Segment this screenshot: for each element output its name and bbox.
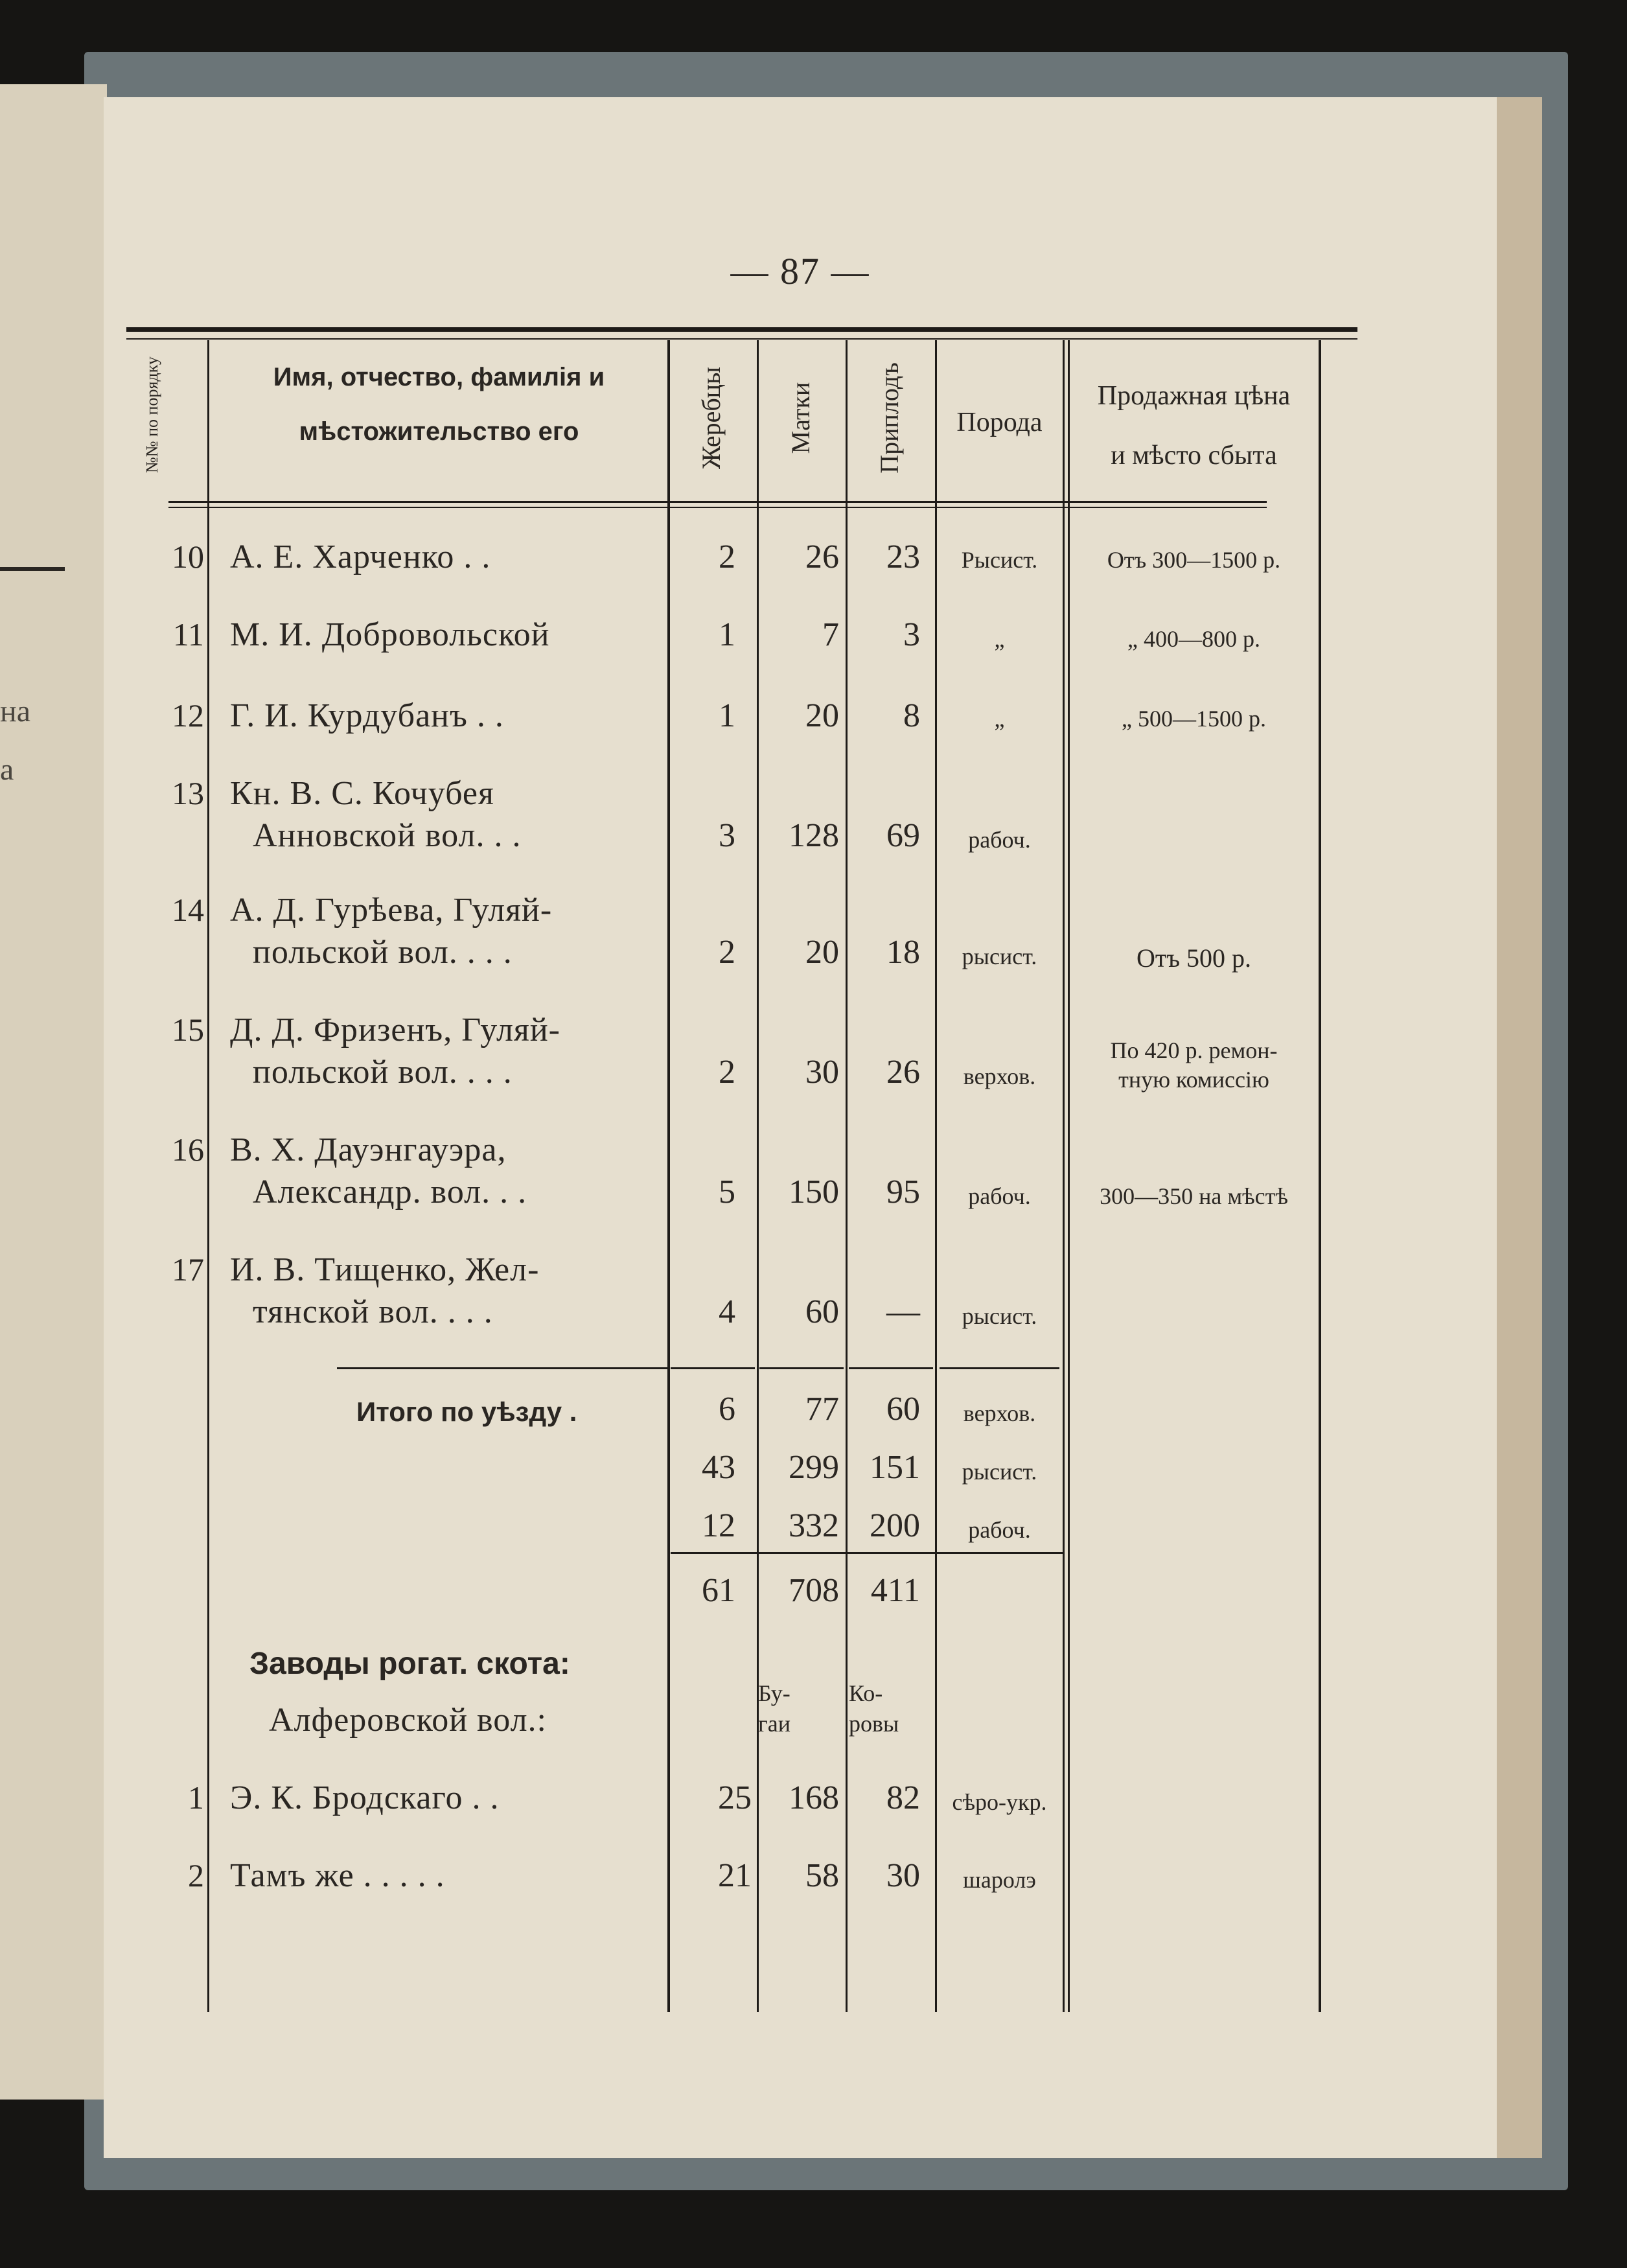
- row-bulls: 25: [718, 1779, 752, 1816]
- row-index: 14: [172, 892, 204, 928]
- totals-breed: верхов.: [963, 1400, 1036, 1426]
- bulls-label: Бу- гаи: [758, 1680, 791, 1737]
- col-rule-index: [207, 340, 209, 2012]
- bleed-through: [1043, 577, 1050, 605]
- row-mares: 26: [805, 538, 839, 575]
- col-rule-mares: [846, 340, 848, 2012]
- row-breed: „: [994, 626, 1005, 652]
- row-name: А. Е. Харченко . .: [230, 538, 491, 575]
- row-price: 300—350 на мѣстѣ: [1100, 1183, 1288, 1209]
- cows-label: Ко- ровы: [849, 1680, 899, 1737]
- row-breed: верхов.: [963, 1063, 1036, 1089]
- row-index: 10: [172, 538, 204, 575]
- row-name: Э. К. Бродскаго . .: [230, 1779, 500, 1816]
- row-breed: „: [994, 706, 1005, 732]
- header-offspring: Приплодъ: [875, 362, 904, 474]
- row-breed: рабоч.: [968, 1183, 1031, 1209]
- row-price: „ 500—1500 р.: [1122, 706, 1266, 732]
- row-name: Кн. В. С. Кочубея: [230, 775, 494, 812]
- row-bulls: 21: [718, 1857, 752, 1894]
- row-mares: 150: [789, 1174, 839, 1210]
- row-stallions: 2: [719, 1054, 735, 1091]
- row-mares: 20: [805, 934, 839, 971]
- totals-breed: рабоч.: [968, 1517, 1031, 1543]
- header-name: Имя, отчество, фамилія и мѣстожительство его: [273, 363, 605, 446]
- row-price: Отъ 300—1500 р.: [1107, 547, 1281, 573]
- row-mares: 7: [822, 616, 839, 653]
- row-name-cont: Анновской вол. . .: [253, 817, 522, 854]
- row-index: 17: [172, 1251, 204, 1288]
- left-page-fragment: а: [0, 752, 14, 787]
- totals-top-rule: [849, 1367, 933, 1369]
- header-mares: Матки: [786, 382, 815, 454]
- row-index: 11: [172, 616, 204, 653]
- totals-top-rule: [759, 1367, 844, 1369]
- col-rule-name: [667, 340, 670, 2012]
- row-offspring: 26: [886, 1054, 920, 1091]
- totals-offspring: 151: [870, 1449, 920, 1486]
- row-mares: 60: [805, 1293, 839, 1330]
- header-index: №№ по порядку: [143, 356, 161, 473]
- page-number: — 87 —: [730, 250, 870, 292]
- row-breed: Рысист.: [961, 547, 1038, 573]
- row-name-cont: тянской вол. . . .: [253, 1293, 493, 1330]
- left-page-fragment: на: [0, 694, 30, 728]
- totals-offspring: 60: [886, 1391, 920, 1428]
- row-stallions: 3: [719, 817, 735, 854]
- row-offspring: 3: [903, 616, 920, 653]
- row-name: Д. Д. Фризенъ, Гуляй-: [230, 1012, 560, 1048]
- row-price: Отъ 500 р.: [1136, 943, 1252, 973]
- row-breed: рысист.: [962, 943, 1037, 969]
- row-name: А. Д. Гурѣева, Гуляй-: [230, 892, 553, 929]
- row-price: „ 400—800 р.: [1127, 626, 1260, 652]
- row-mares: 30: [805, 1054, 839, 1091]
- totals-stallions: 43: [702, 1449, 735, 1486]
- row-index: 2: [188, 1857, 204, 1893]
- row-stallions: 2: [719, 538, 735, 575]
- row-breed: рысист.: [962, 1303, 1037, 1329]
- left-page-rule: [0, 567, 65, 571]
- col-rule-breed: [1063, 340, 1065, 2012]
- row-index: 15: [172, 1012, 204, 1048]
- row-stallions: 1: [719, 697, 735, 734]
- row-stallions: 2: [719, 934, 735, 971]
- row-price: По 420 р. ремон-: [1110, 1037, 1278, 1063]
- table-top-rule: [126, 327, 1357, 332]
- row-name-cont: польской вол. . . .: [253, 934, 513, 971]
- row-offspring: —: [886, 1293, 920, 1330]
- row-name: Тамъ же . . . . .: [230, 1857, 445, 1894]
- header-bottom-rule: [168, 501, 1267, 503]
- header-price: Продажная цѣна и мѣсто сбыта: [1097, 381, 1291, 471]
- table-top-rule-thin: [126, 338, 1357, 340]
- row-mares: 20: [805, 697, 839, 734]
- row-breed: шаролэ: [963, 1867, 1036, 1893]
- grand-total-rule: [671, 1552, 1063, 1554]
- totals-top-rule: [337, 1367, 667, 1369]
- row-name: Г. И. Курдубанъ . .: [230, 697, 504, 734]
- col-rule-offspring: [935, 340, 937, 2012]
- grand-stallions: 61: [702, 1572, 735, 1609]
- row-name: И. В. Тищенко, Жел-: [230, 1251, 540, 1288]
- row-stallions: 1: [719, 616, 735, 653]
- row-stallions: 5: [719, 1174, 735, 1210]
- totals-mares: 77: [805, 1391, 839, 1428]
- row-index: 12: [172, 697, 204, 734]
- cattle-subheading: Алферовской вол.:: [269, 1702, 547, 1739]
- row-index: 13: [172, 775, 204, 811]
- row-offspring: 69: [886, 817, 920, 854]
- row-cows: 168: [789, 1779, 839, 1816]
- row-mares: 128: [789, 817, 839, 854]
- row-offspring: 95: [886, 1174, 920, 1210]
- totals-mares: 299: [789, 1449, 839, 1486]
- cattle-heading: Заводы рогат. скота:: [249, 1647, 570, 1681]
- row-index: 16: [172, 1131, 204, 1168]
- row-offspring: 23: [886, 538, 920, 575]
- row-offspring: 82: [886, 1779, 920, 1816]
- row-name: М. И. Добровольской: [230, 616, 550, 653]
- totals-top-rule: [671, 1367, 755, 1369]
- row-name-cont: Александр. вол. . .: [253, 1174, 527, 1210]
- grand-mares: 708: [789, 1572, 839, 1609]
- col-rule-breed-2: [1068, 340, 1070, 2012]
- grand-offspring: 411: [870, 1572, 920, 1609]
- row-name-cont: польской вол. . . .: [253, 1054, 513, 1091]
- row-breed: сѣро-укр.: [952, 1789, 1047, 1815]
- totals-stallions: 6: [719, 1391, 735, 1428]
- totals-stallions: 12: [702, 1507, 735, 1544]
- row-offspring: 18: [886, 934, 920, 971]
- totals-top-rule: [940, 1367, 1059, 1369]
- col-rule-price: [1319, 340, 1321, 2012]
- row-name: В. Х. Дауэнгауэра,: [230, 1131, 507, 1168]
- row-offspring: 30: [886, 1857, 920, 1894]
- book-page: [104, 97, 1497, 2158]
- header-stallions: Жеребцы: [697, 367, 726, 469]
- row-offspring: 8: [903, 697, 920, 734]
- left-page-edge: [0, 84, 107, 2100]
- row-stallions: 4: [719, 1293, 735, 1330]
- row-index: 1: [188, 1779, 204, 1816]
- row-price-cont: тную комиссію: [1118, 1067, 1269, 1093]
- row-cows: 58: [805, 1857, 839, 1894]
- header-bottom-rule-thin: [168, 507, 1267, 508]
- header-breed: Порода: [956, 408, 1043, 437]
- totals-label: Итого по уѣзду .: [356, 1396, 577, 1427]
- totals-offspring: 200: [870, 1507, 920, 1544]
- row-breed: рабоч.: [968, 827, 1031, 853]
- totals-mares: 332: [789, 1507, 839, 1544]
- totals-breed: рысист.: [962, 1459, 1037, 1485]
